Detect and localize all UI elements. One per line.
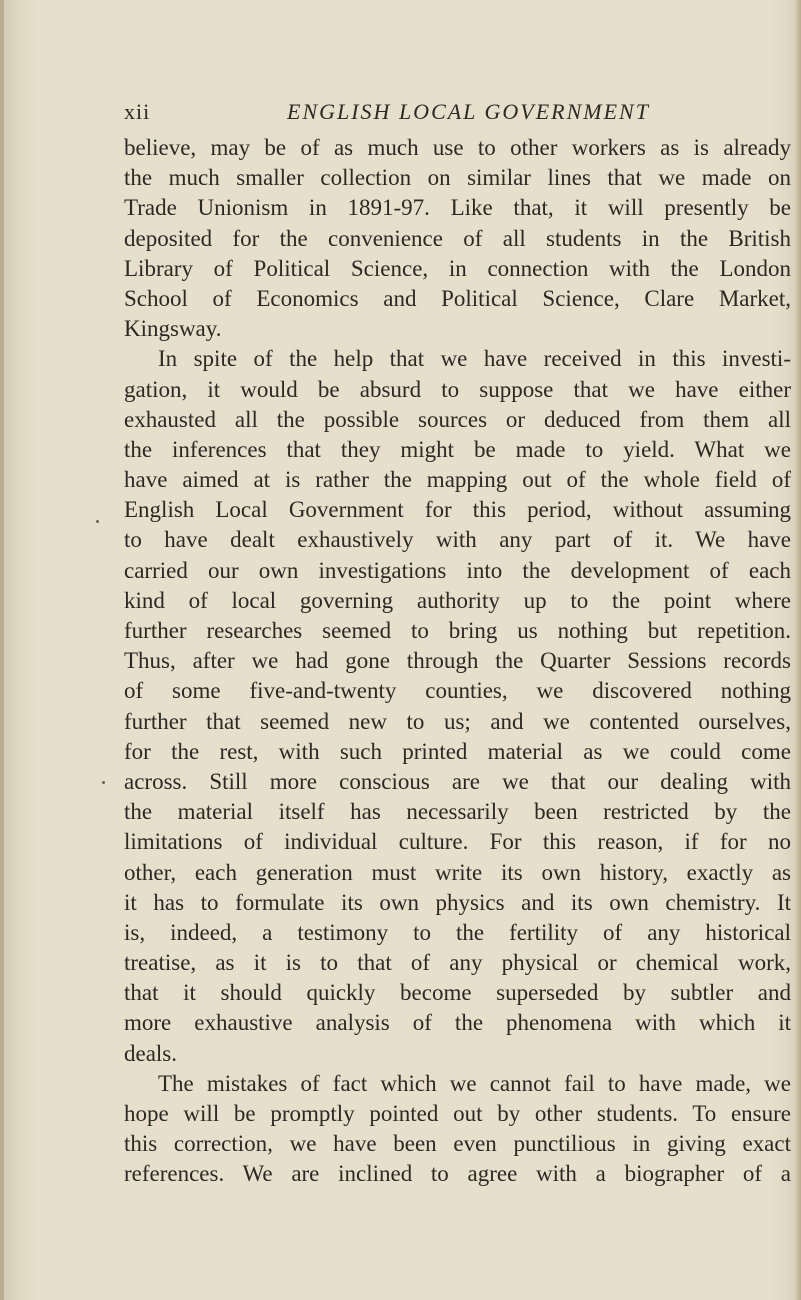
text-line: that it should quickly become superseded by subtler and <box>124 980 791 1006</box>
paragraph-first-line: In spite of the help that we have received in this investi- <box>158 346 791 372</box>
text-line: gation, it would be absurd to suppose that we have either <box>124 376 791 402</box>
text-line: further researches seemed to bring us nothing but repetition. <box>124 618 791 643</box>
text-line: it has to formulate its own physics and its own chemistry. It <box>124 889 791 915</box>
page-left-edge <box>0 0 4 1300</box>
text-line: exhausted all the possible sources or deduced from them all <box>124 406 791 432</box>
text-line: further that seemed new to us; and we contented ourselves, <box>124 708 791 734</box>
text-line: across. Still more conscious are we that our dealing with <box>124 768 791 794</box>
page-number: xii <box>124 99 151 124</box>
text-line: to have dealt exhaustively with any part of it. We have <box>124 527 791 553</box>
text-line: for the rest, with such printed material as we could come <box>124 738 791 764</box>
text-line: deposited for the convenience of all students in the British <box>124 225 791 251</box>
text-line: more exhaustive analysis of the phenomena with which it <box>124 1010 791 1036</box>
text-line: English Local Government for this period, without assuming <box>124 497 791 523</box>
running-title: ENGLISH LOCAL GOVERNMENT <box>287 99 650 124</box>
text-line: hope will be promptly pointed out by other students. To ensure <box>124 1101 791 1126</box>
text-line: Kingsway. <box>124 316 222 342</box>
text-line: School of Economics and Political Science, Clare Market, <box>124 285 791 311</box>
text-line: Thus, after we had gone through the Quarter Sessions records <box>124 648 791 674</box>
paragraph-first-line: The mistakes of fact which we cannot fail to have made, we <box>158 1070 791 1096</box>
text-line: of some five-and-twenty counties, we discovered nothing <box>124 678 791 704</box>
text-line: deals. <box>124 1040 178 1066</box>
text-line: limitations of individual culture. For this reason, if for no <box>124 829 791 855</box>
page-header <box>124 97 684 127</box>
text-line: the inferences that they might be made to yield. What we <box>124 436 791 462</box>
text-line: believe, may be of as much use to other workers as is already <box>124 135 791 160</box>
page-right-edge <box>795 0 801 1300</box>
page-speck <box>102 781 105 784</box>
text-line: this correction, we have been even punctilious in giving exact <box>124 1131 791 1157</box>
text-line: Trade Unionism in 1891-97. Like that, it will presently be <box>124 195 791 221</box>
text-line: other, each generation must write its own history, exactly as <box>124 859 791 885</box>
text-line: references. We are inclined to agree with a biographer of a <box>124 1161 791 1187</box>
text-line: is, indeed, a testimony to the fertility of any historical <box>124 919 791 945</box>
text-line: have aimed at is rather the mapping out of the whole field of <box>124 467 791 493</box>
text-line: the much smaller collection on similar lines that we made on <box>124 165 791 191</box>
text-line: treatise, as it is to that of any physical or chemical work, <box>124 950 791 976</box>
text-line: carried our own investigations into the development of each <box>124 557 791 583</box>
page-speck <box>96 520 99 523</box>
text-line: the material itself has necessarily been restricted by the <box>124 799 791 825</box>
body-text <box>124 133 791 1190</box>
text-line: kind of local governing authority up to the point where <box>124 587 791 613</box>
text-line: Library of Political Science, in connection with the London <box>124 255 791 281</box>
